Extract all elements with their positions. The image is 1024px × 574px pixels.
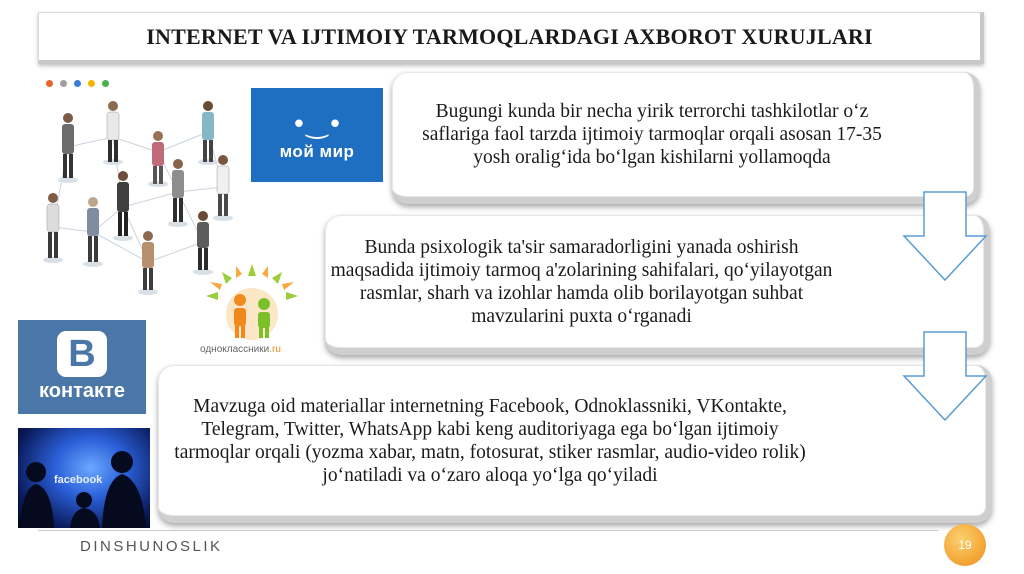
paragraph-2: Bunda psixologik ta'sir samaradorligini yanada oshirish maqsadida ijtimoiy tarmoq a'zolarining sahifalari, qo‘yilayotgan rasmlar, sharh va izohlar hamda olib borilayotgan suhbat mavzularini puxta o‘rganadi (330, 236, 833, 327)
footer-divider (38, 530, 938, 531)
facebook-text: facebook (54, 474, 103, 486)
vk-letter: B (57, 331, 107, 377)
facebook-silhouettes-image (18, 428, 150, 528)
moimir-logo (251, 88, 383, 182)
odnoklassniki-logo (196, 262, 308, 358)
down-arrow-icon (902, 330, 988, 422)
moimir-logo-text: мой мир (279, 142, 355, 161)
text-box-2 (325, 215, 990, 355)
ok-caption-main: одноклассники (200, 344, 270, 355)
color-dots (46, 80, 109, 87)
page-number-badge: 19 (944, 524, 986, 566)
ok-caption-suffix: .ru (269, 344, 281, 355)
moimir-face-icon: •‿• (291, 110, 343, 140)
dot-gray (60, 80, 67, 87)
vk-logo-text: контакте (39, 380, 125, 402)
dot-orange (46, 80, 53, 87)
slide-title: INTERNET VA IJTIMOIY TARMOQLARDAGI AXBOROT XURUJLARI (146, 23, 873, 49)
vkontakte-logo (18, 320, 146, 414)
down-arrow-icon (902, 190, 988, 282)
dot-blue (74, 80, 81, 87)
paragraph-3: Mavzuga oid materiallar internetning Facebook, Odnoklassniki, VKontakte, Telegram, Twitter, WhatsApp kabi keng auditoriyaga ega bo‘lgan ijtimoiy tarmoqlar orqali (yozma xabar, matn, fotosurat, stiker rasmlar, audio-video rolik) jo‘natiladi va o‘zaro aloqa yo‘lga qo‘yiladi (174, 395, 806, 486)
odnoklassniki-sun-icon (196, 262, 308, 342)
dot-green (102, 80, 109, 87)
dot-yellow (88, 80, 95, 87)
slide-title-bar (38, 12, 984, 64)
paragraph-1: Bugungi kunda bir necha yirik terrorchi tashkilotlar o‘z saflariga faol tarzda ijtimoiy tarmoqlar orqali asosan 17-35 yosh oralig‘ida bo‘lgan kishilarni yollamoqda (422, 101, 882, 168)
odnoklassniki-caption (200, 344, 281, 355)
text-box-1 (392, 72, 980, 204)
footer-label: DINSHUNOSLIK (80, 538, 223, 555)
text-box-3 (158, 365, 992, 523)
